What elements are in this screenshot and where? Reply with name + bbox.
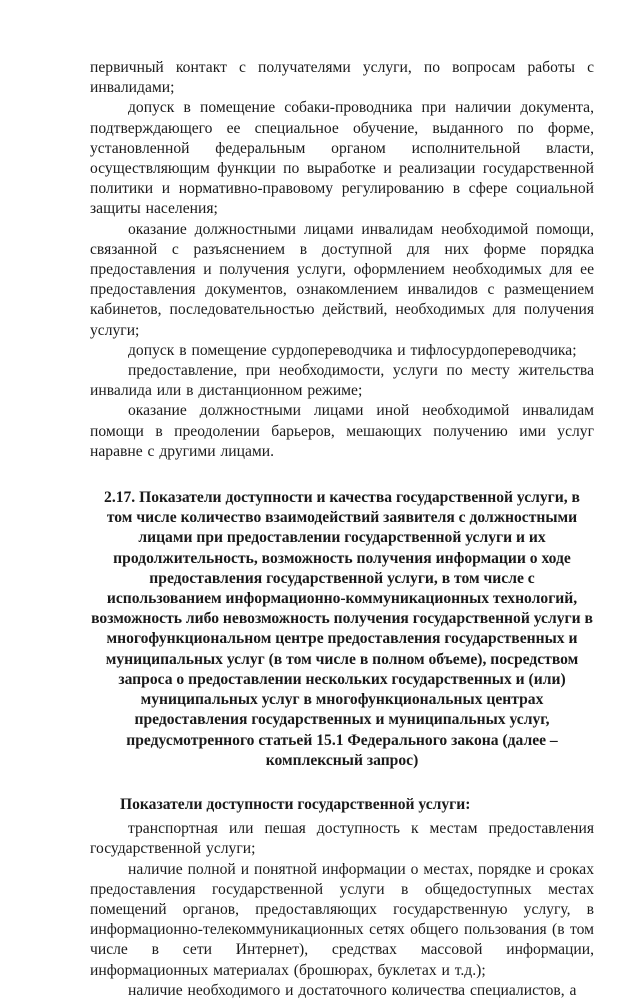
paragraph: первичный контакт с получателями услуги, по вопросам работы с инвалидами; [90,59,594,97]
subsection-heading: Показатели доступности государственной услуги: [120,795,471,813]
paragraph: оказание должностными лицами инвалидам необходимой помощи, связанной с разъяснением в доступной для них форме порядка предоставления и получения услуги, оформлением необходимых для ее предоставления документов, ознакомлением инвалидов с размещением кабинетов, последовательностью действий, необходимых для получения услуги; [90,220,594,339]
paragraph: оказание должностными лицами иной необходимой инвалидам помощи в преодолении барьеров, мешающих получению ими услуг наравне с другими лицами. [90,402,594,460]
paragraph: предоставление, при необходимости, услуги по месту жительства инвалида или в дистанционном режиме; [90,362,594,400]
paragraph: наличие необходимого и достаточного количества специалистов, а [128,981,577,999]
paragraph: транспортная или пешая доступность к местам предоставления государственной услуги; [90,820,594,858]
paragraph: наличие полной и понятной информации о местах, порядке и сроках предоставления государственной услуги в общедоступных местах помещений органов, предоставляющих государственную услугу, в информационно-телекоммуникационных сетях общего пользования (в том числе в сети Интернет), средствах массовой информации, информационных материалах (брошюрах, буклетах и т.д.); [90,860,594,979]
section-heading: 2.17. Показатели доступности и качества государственной услуги, в том числе количество взаимодействий заявителя с должностными лицами при предоставлении государственной услуги и их продолжительность, возможность получения информации о ходе предоставления государственной услуги, в том числе с использованием информационно-коммуникационных технологий, возможность либо невозможность получения государственной услуги в многофункциональном центре предоставления государственных и муниципальных услуг (в том числе в полном объеме), посредством запроса о предоставлении нескольких государственных и (или) муниципальных услуг в многофункциональных центрах предоставления государственных и муниципальных услуг, предусмотренного статьей 15.1 Федерального закона (далее – комплексный запрос) [91,489,593,769]
paragraph: допуск в помещение сурдопереводчика и тифлосурдопереводчика; [128,341,577,359]
paragraph: допуск в помещение собаки-проводника при наличии документа, подтверждающего ее специальное обучение, выданного по форме, установленной федеральным органом исполнительной власти, осуществляющим функции по выработке и реализации государственной политики и нормативно-правовому регулированию в сфере социальной защиты населения; [90,99,594,218]
